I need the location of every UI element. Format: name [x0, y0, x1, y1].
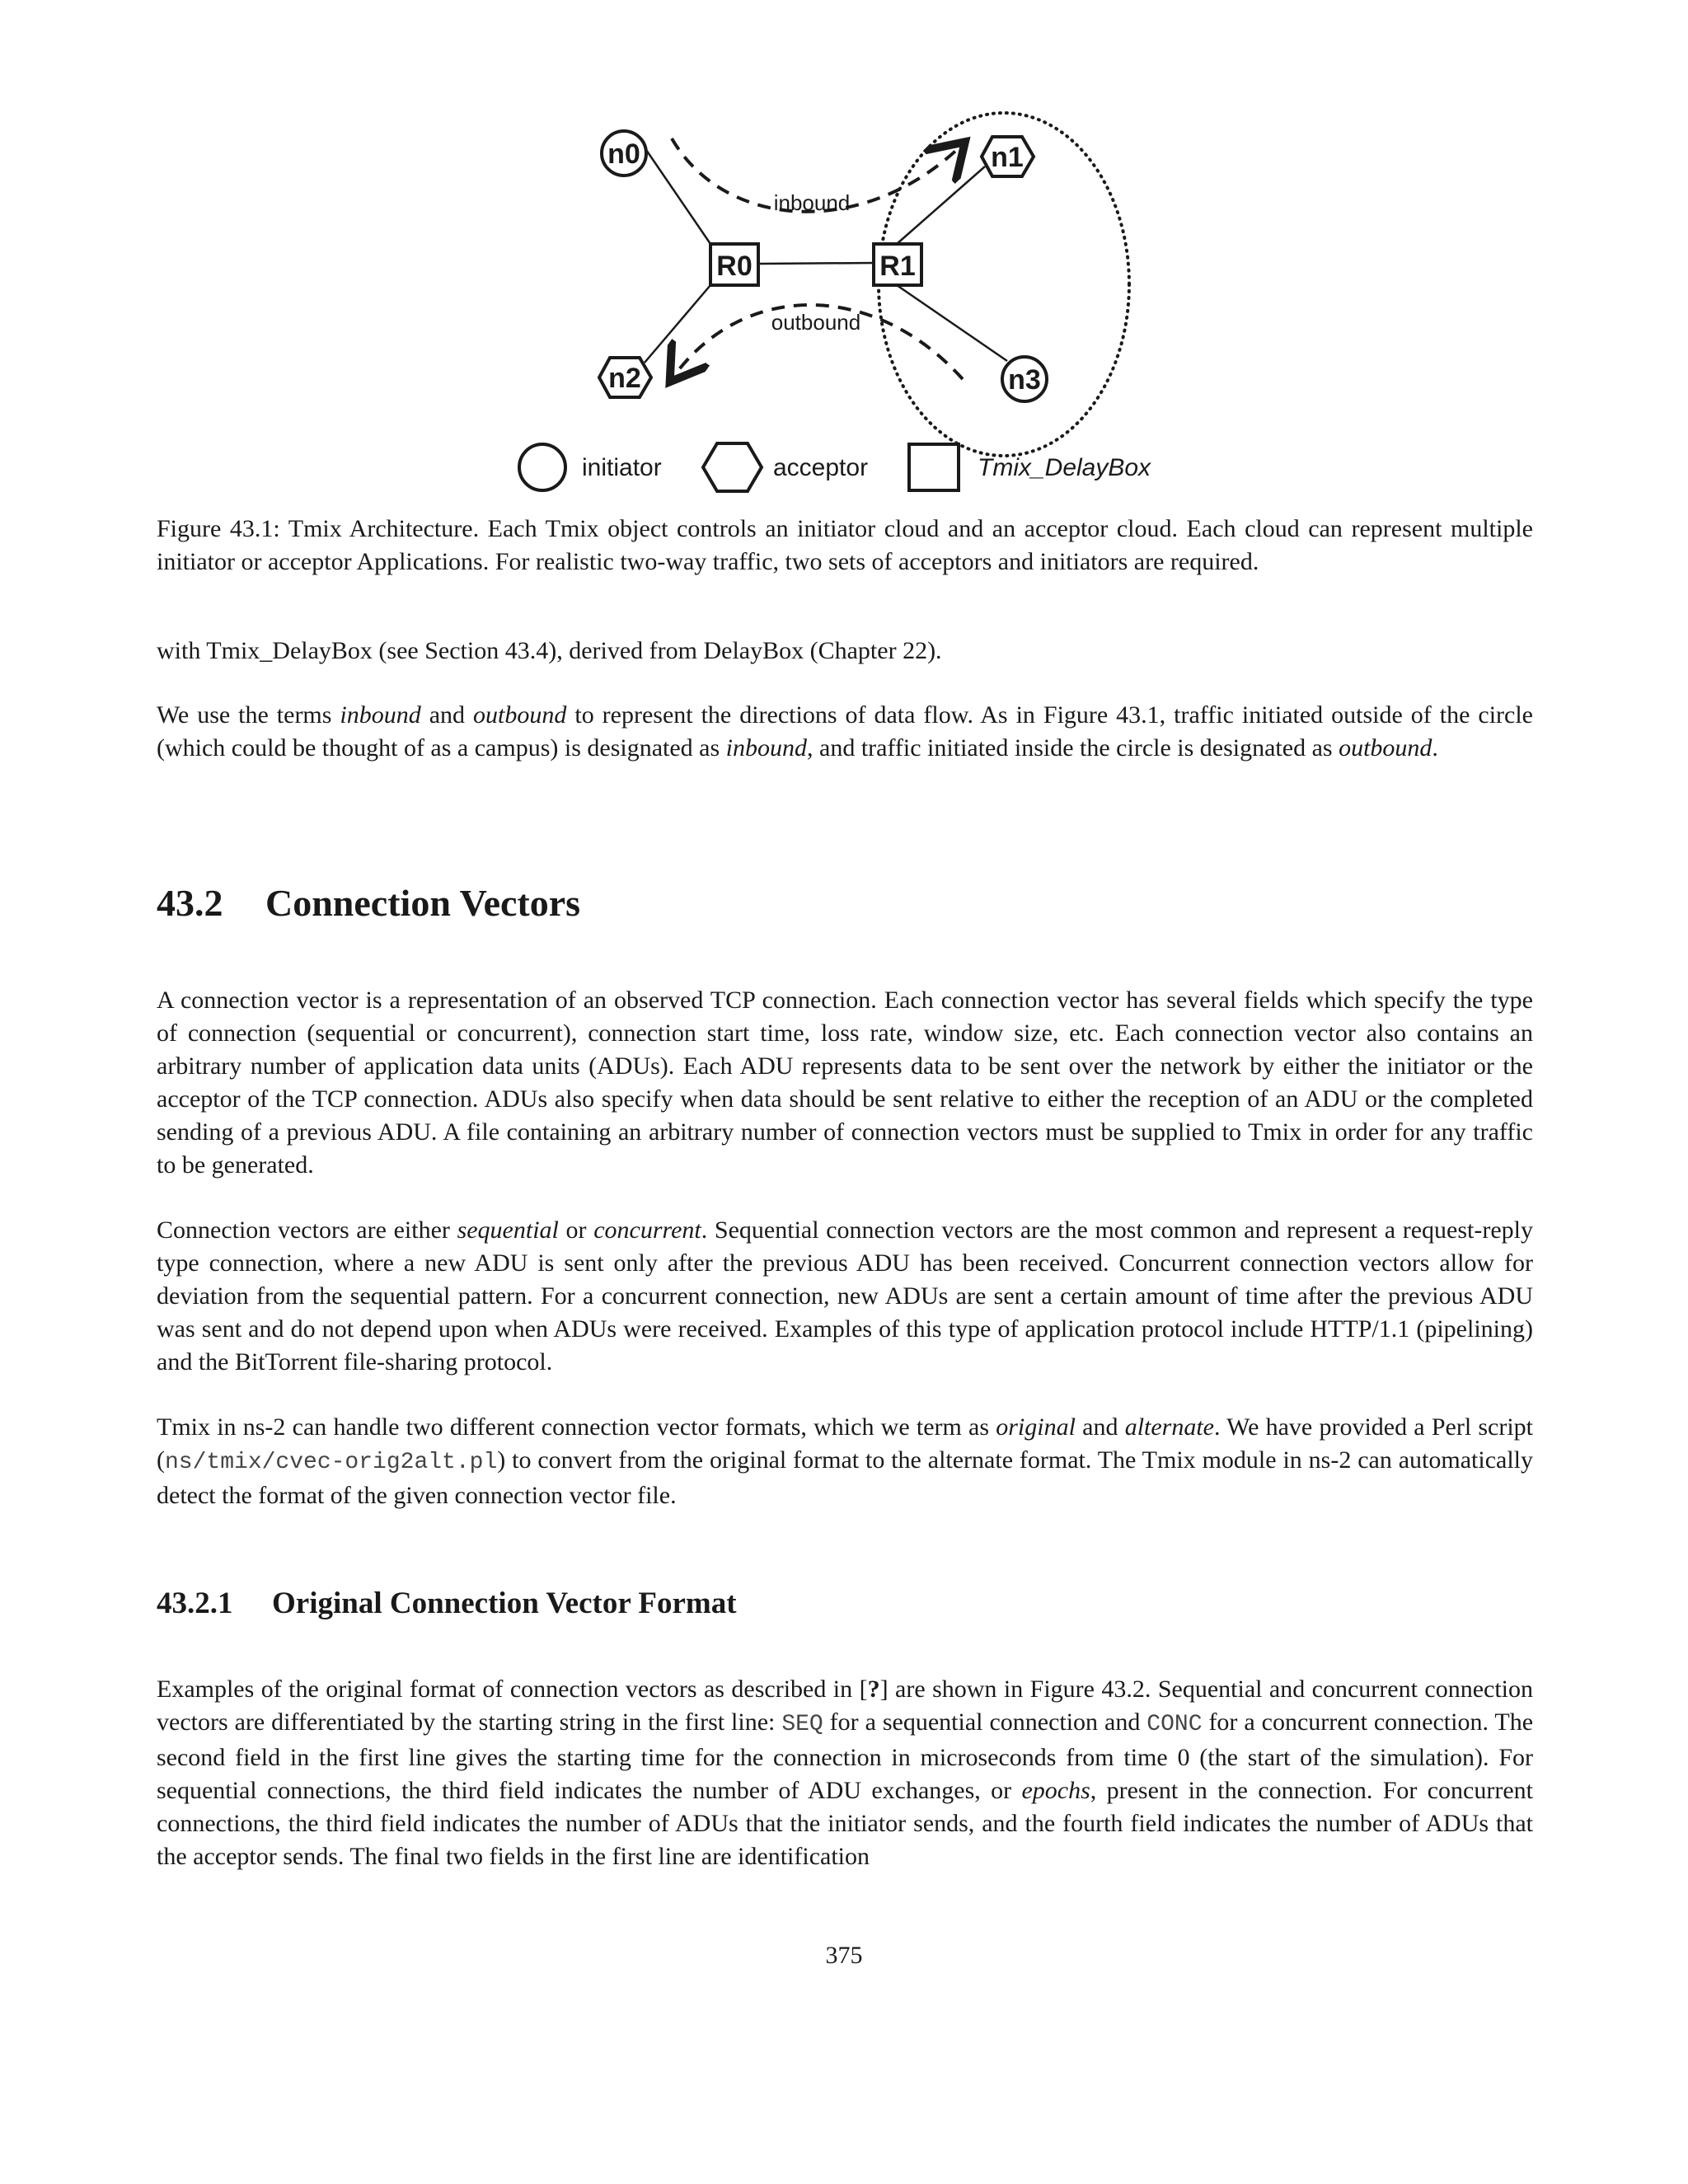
node-n3-initiator	[1002, 357, 1047, 401]
seq-keyword: SEQ	[781, 1712, 823, 1737]
outbound-label: outbound	[771, 310, 861, 335]
perl-script-path: ns/tmix/cvec-orig2alt.pl	[165, 1450, 498, 1475]
subsection-number: 43.2.1	[157, 1586, 233, 1620]
legend-initiator-label: initiator	[582, 454, 662, 481]
router-r0	[710, 244, 758, 285]
intro-paragraph-2: We use the terms inbound and outbound to represent the directions of data flow. As in Figure 43.1, traffic initiated outside of the circle (which could be thought of as a campus) is designated as inbound, and traffic initiated inside the circle is designated as outbound.	[157, 701, 1533, 762]
legend-acceptor-symbol	[703, 443, 762, 491]
legend	[519, 443, 1151, 491]
page-number: 375	[825, 1942, 863, 1969]
subsection-heading	[157, 1584, 737, 1624]
section-paragraph-2: Connection vectors are either sequential or concurrent. Sequential connection vectors are the most common and represent a request-reply type connection, where a new ADU is sent only after the previous ADU has been received. Concurrent connection vectors allow for deviation from the sequential pattern. For a concurrent connection, new ADUs are sent a certain amount of time after the previous ADU was sent and do not depend upon when ADUs were received. Examples of this type of application protocol include HTTP/1.1 (pipelining) and the BitTorrent file-sharing protocol.	[157, 1216, 1533, 1376]
svg-text:n1: n1	[991, 142, 1024, 173]
subsection-paragraph-1: Examples of the original format of connection vectors as described in [?] are shown in Figure 43.2. Sequential and concurrent connection vectors are differentiated by the starting string in the first line: SEQ for a sequential connection and CONC for a concurrent connection. The second field in the first line gives the starting time for the connection in microseconds from time 0 (the start of the simulation). For sequential connections, the third field indicates the number of ADU exchanges, or epochs, present in the connection. For concurrent connections, the third field indicates the number of ADUs that the initiator sends, and the fourth field indicates the number of ADUs that the acceptor sends. The final two fields in the first line are identification	[157, 1675, 1534, 1870]
section-paragraph-1: A connection vector is a representation of an observed TCP connection. Each connection vector has several fields which specify the type of connection (sequential or concurrent), connection start time, loss rate, window size, etc. Each connection vector also contains an arbitrary number of application data units (ADUs). Each ADU represents data to be sent over the network by either the initiator or the acceptor of the TCP connection. ADUs also specify when data should be sent relative to either the reception of an ADU or the completed sending of a previous ADU. A file containing an arbitrary number of connection vectors must be supplied to Tmix in order for any traffic to be generated.	[157, 987, 1533, 1179]
tmix-architecture-figure	[0, 0, 1688, 511]
legend-initiator-symbol	[519, 444, 565, 490]
svg-text:n3: n3	[1008, 364, 1041, 396]
svg-text:n0: n0	[607, 138, 640, 170]
intro-paragraph-1: with Tmix_DelayBox (see Section 43.4), derived from DelayBox (Chapter 22).	[157, 637, 942, 664]
router-r1	[874, 244, 921, 285]
section-heading	[157, 879, 580, 928]
section-paragraph-3: Tmix in ns-2 can handle two different connection vector formats, which we term as original and alternate. We have provided a Perl script (ns/tmix/cvec-orig2alt.pl) to convert from the original format to the alternate format. The Tmix module in ns-2 can automatically detect the format of the given connection vector file.	[157, 1413, 1534, 1509]
section-title: Connection Vectors	[265, 882, 581, 924]
svg-text:R1: R1	[879, 251, 916, 282]
figure-caption: Figure 43.1: Tmix Architecture. Each Tmix object controls an initiator cloud and an acceptor cloud. Each cloud can represent multiple initiator or acceptor Applications. For realistic two-way traffic, two sets of acceptors and initiators are required.	[157, 515, 1533, 575]
inbound-label: inbound	[773, 190, 851, 215]
section-number: 43.2	[157, 882, 223, 924]
svg-text:n2: n2	[608, 363, 641, 394]
node-n2-acceptor	[599, 358, 651, 397]
subsection-title: Original Connection Vector Format	[272, 1586, 737, 1620]
legend-acceptor-label: acceptor	[773, 454, 869, 481]
citation-ref[interactable]: ?	[867, 1675, 880, 1703]
node-n0-initiator	[602, 131, 646, 176]
legend-delaybox-label: Tmix_DelayBox	[978, 454, 1151, 481]
conc-keyword: CONC	[1146, 1712, 1203, 1737]
node-n1-acceptor	[982, 137, 1034, 176]
legend-delaybox-symbol	[909, 444, 959, 490]
svg-text:R0: R0	[716, 251, 753, 282]
